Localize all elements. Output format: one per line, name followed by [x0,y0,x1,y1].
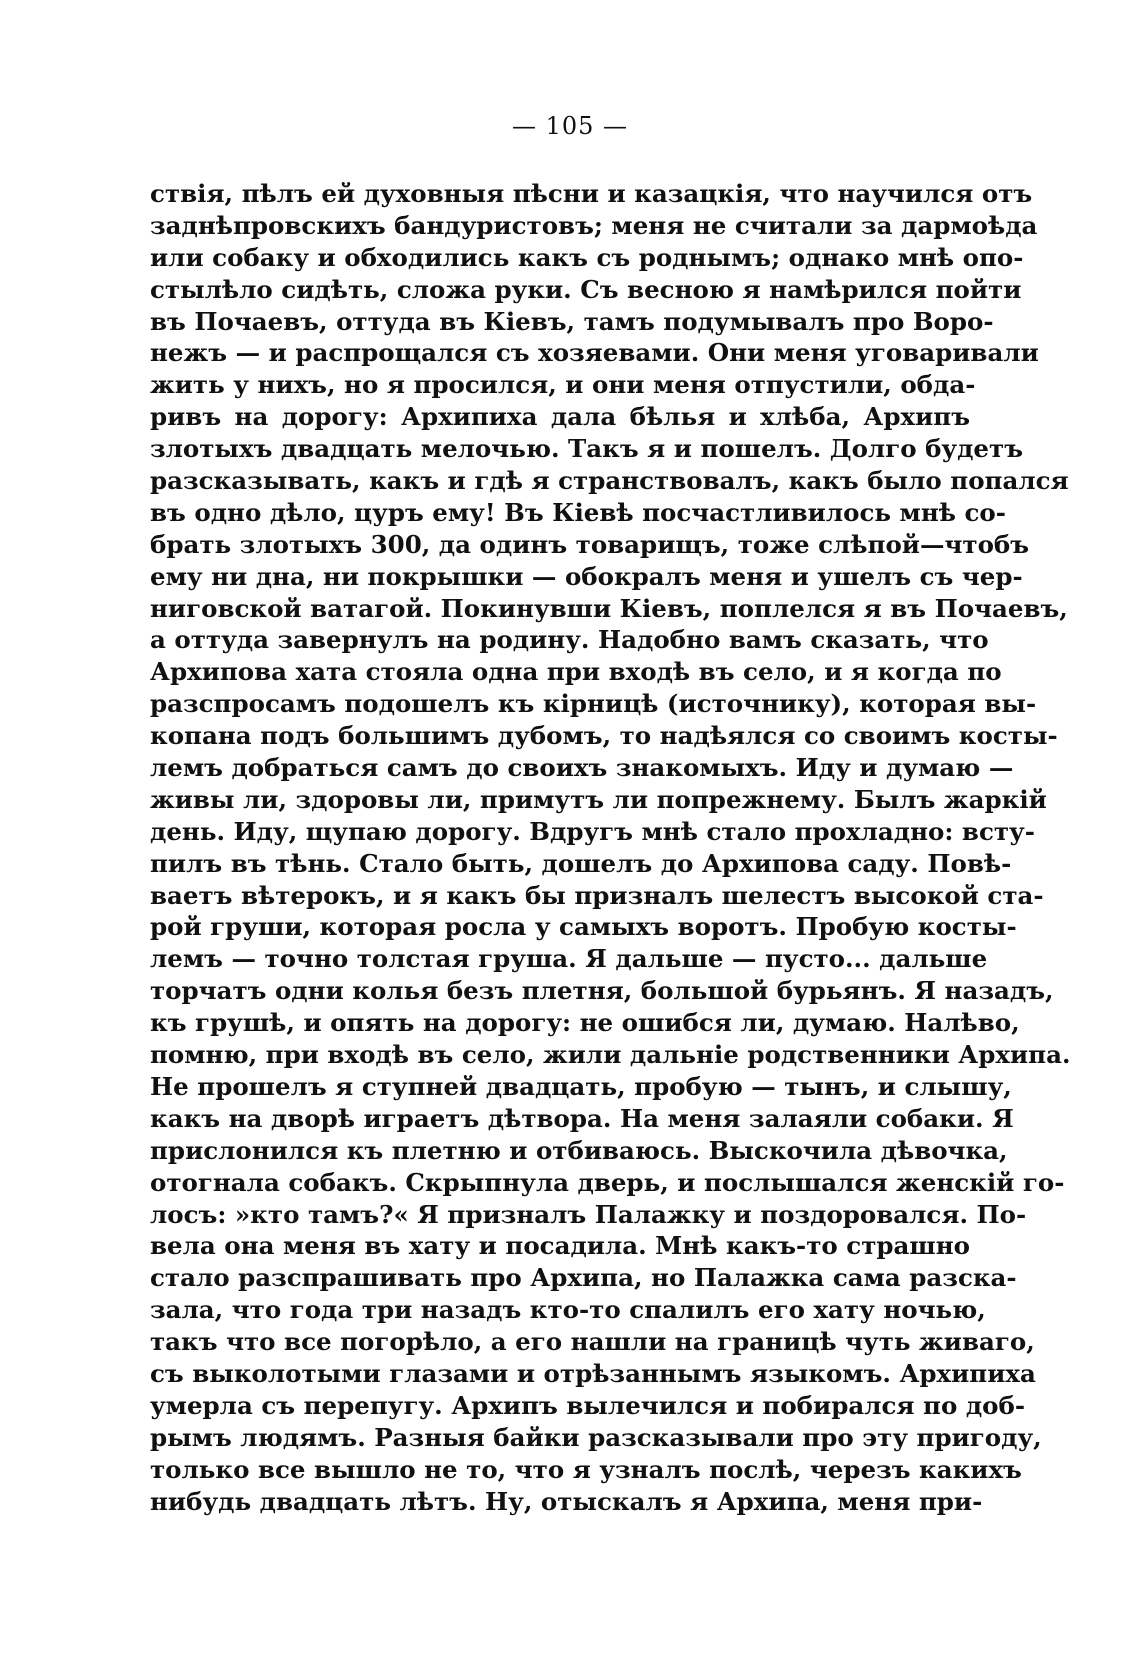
text-line: разспросамъ подошелъ къ кірницѣ (источнику), которая вы- [150,689,1037,719]
text-line: вела она меня въ хату и посадила. Мнѣ какъ-то страшно [150,1231,970,1261]
text-line: такъ что все погорѣло, а его нашли на границѣ чуть живаго, [150,1327,1035,1357]
text-line: заднѣпровскихъ бандуристовъ; меня не считали за дармоѣда [150,210,1038,240]
text-line: стало разспрашивать про Архипа, но Палажка сама разска- [150,1263,1017,1293]
text-line: а оттуда завернулъ на родину. Надобно вамъ сказать, что [150,625,989,655]
text-line: копана подъ большимъ дубомъ, то надѣялся со своимъ косты- [150,721,1058,751]
text-line: нибудь двадцать лѣтъ. Ну, отыскалъ я Архипа, меня при- [150,1486,983,1516]
text-line: ствія, пѣлъ ей духовныя пѣсни и казацкія, что научился отъ [150,179,1033,208]
text-line: съ выколотыми глазами и отрѣзаннымъ языкомъ. Архипиха [150,1358,1036,1388]
page-number: — 105 — [511,112,629,140]
text-line: умерла съ перепугу. Архипъ вылечился и побирался по доб- [150,1390,1026,1420]
text-line: лемъ добраться самъ до своихъ знакомыхъ. Иду и думаю — [150,753,1014,783]
text-line: въ Почаевъ, оттуда въ Кіевъ, тамъ подумывалъ про Воро- [150,306,994,336]
text-line: лосъ: »кто тамъ?« Я призналъ Палажку и поздоровался. По- [150,1199,1027,1229]
text-line: живы ли, здоровы ли, примутъ ли попрежнему. Былъ жаркій [150,784,1047,814]
text-line: въ одно дѣло, цуръ ему! Въ Кіевѣ посчастливилось мнѣ со- [150,497,1006,527]
text-line: стылѣло сидѣть, сложа руки. Съ весною я намѣрился пойти [150,274,1022,304]
text-line: или собаку и обходились какъ съ роднымъ; однако мнѣ опо- [150,242,1024,272]
text-line: ваетъ вѣтерокъ, и я какъ бы призналъ шелестъ высокой ста- [150,880,1044,910]
text-line: рой груши, которая росла у самыхъ воротъ. Пробую косты- [150,912,1017,942]
text-line: ему ни дна, ни покрышки — обокралъ меня и ушелъ съ чер- [150,561,1023,591]
text-line: ниговской ватагой. Покинувши Кіевъ, поплелся я въ Почаевъ, [150,593,1068,623]
text-line: брать злотыхъ 300, да одинъ товарищъ, тоже слѣпой—чтобъ [150,529,1030,559]
text-line: Не прошелъ я ступней двадцать, пробую — тынъ, и слышу, [150,1071,1012,1101]
text-line: къ грушѣ, и опять на дорогу: не ошибся ли, думаю. Налѣво, [150,1008,1020,1038]
text-line: Архипова хата стояла одна при входѣ въ село, и я когда по [150,657,1002,687]
text-line: зала, что года три назадъ кто-то спалилъ его хату ночью, [150,1295,986,1325]
text-line: злотыхъ двадцать мелочью. Такъ я и пошелъ. Долго будетъ [150,434,1023,464]
text-line: рымъ людямъ. Разныя байки разсказывали про эту пригоду, [150,1422,1042,1452]
text-line: только все вышло не то, что я узналъ послѣ, черезъ какихъ [150,1454,1022,1484]
text-line: какъ на дворѣ играетъ дѣтвора. На меня залаяли собаки. Я [150,1103,1014,1133]
text-line: разсказывать, какъ и гдѣ я странствовалъ, какъ было попался [150,466,1069,496]
text-line: лемъ — точно толстая груша. Я дальше — пусто... дальше [150,944,988,974]
text-line: торчатъ одни колья безъ плетня, большой бурьянъ. Я назадъ, [150,976,1054,1006]
text-line: нежъ — и распрощался съ хозяевами. Они меня уговаривали [150,338,1039,368]
text-line: помню, при входѣ въ село, жили дальніе родственники Архипа. [150,1040,1071,1070]
text-line: день. Иду, щупаю дорогу. Вдругъ мнѣ стало прохладно: всту- [150,816,1035,846]
text-line: ривъ на дорогу: Архипиха дала бѣлья и хлѣба, Архипъ [150,402,970,432]
text-line: прислонился къ плетню и отбиваюсь. Выскочила дѣвочка, [150,1135,1008,1165]
text-line: пилъ въ тѣнь. Стало быть, дошелъ до Архипова саду. Повѣ- [150,848,1012,878]
text-line: отогнала собакъ. Скрыпнула дверь, и послышался женскій го- [150,1167,1065,1197]
body-text [150,178,1071,1517]
text-line: жить у нихъ, но я просился, и они меня отпустили, обда- [150,370,976,400]
